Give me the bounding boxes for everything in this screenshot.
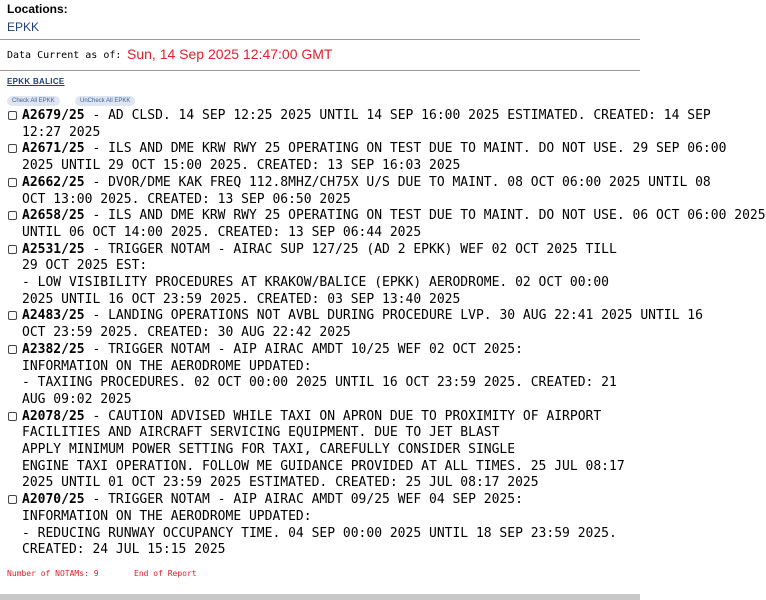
notam-checkbox[interactable] — [8, 345, 17, 354]
notam-text: 12:27 2025 — [22, 124, 101, 140]
notam-text: - LOW VISIBILITY PROCEDURES AT KRAKOW/BALICE (EPKK) AERODROME. 02 OCT 00:00 — [22, 275, 609, 291]
notam-checkbox[interactable] — [8, 245, 17, 254]
notam-id: A2658/25 — [22, 208, 85, 224]
notam-text: - ILS AND DME KRW RWY 25 OPERATING ON TEST DUE TO MAINT. DO NOT USE. 29 SEP 06:00 — [84, 141, 727, 157]
locations-value: EPKK — [7, 20, 40, 34]
notam-text: - TRIGGER NOTAM - AIP AIRAC AMDT 09/25 WEF 04 SEP 2025: — [84, 492, 523, 508]
notam-text-line — [22, 308, 703, 325]
notam-text: - DVOR/DME KAK FREQ 112.8MHZ/CH75X U/S DUE TO MAINT. 08 OCT 06:00 2025 UNTIL 08 — [84, 174, 711, 190]
end-of-report: End of Report — [134, 569, 197, 578]
notam-text-line — [22, 475, 640, 492]
locations-label: Locations: — [7, 2, 68, 16]
notam-text-line — [22, 225, 640, 242]
notam-text-line — [22, 108, 711, 125]
notam-text: ENGINE TAXI OPERATION. FOLLOW ME GUIDANCE PROVIDED AT ALL TIMES. 25 JUL 08:17 — [22, 458, 625, 474]
notam-list — [7, 108, 766, 559]
notam-item — [7, 141, 727, 174]
notam-item — [7, 208, 766, 241]
notam-text-line — [22, 409, 640, 426]
notam-text-line — [22, 242, 640, 259]
notam-checkbox[interactable] — [8, 495, 17, 504]
check-all-button[interactable]: Check All EPKK — [7, 96, 60, 106]
notam-text: 2025 UNTIL 01 OCT 23:59 2025 ESTIMATED. CREATED: 25 JUL 08:17 2025 — [22, 475, 539, 491]
notam-text-line — [22, 325, 640, 342]
notam-text-line — [22, 258, 640, 275]
notam-text: 2025 UNTIL 29 OCT 15:00 2025. CREATED: 13 SEP 16:03 2025 — [22, 158, 461, 174]
notam-checkbox[interactable] — [8, 412, 17, 421]
notam-text: CREATED: 24 JUL 15:15 2025 — [22, 542, 226, 558]
notam-item — [7, 108, 711, 141]
notam-text-line — [22, 425, 640, 442]
notam-item — [7, 308, 703, 341]
notam-checkbox[interactable] — [8, 211, 17, 220]
notam-text: 2025 UNTIL 16 OCT 23:59 2025. CREATED: 03 SEP 13:40 2025 — [22, 291, 461, 307]
uncheck-all-button[interactable]: UnCheck All EPKK — [75, 96, 135, 106]
notam-text: 29 OCT 2025 EST: — [22, 258, 148, 274]
notam-text-line — [22, 442, 640, 459]
notam-text-line — [22, 174, 711, 192]
notam-text: - TAXIING PROCEDURES. 02 OCT 00:00 2025 UNTIL 16 OCT 23:59 2025. CREATED: 21 — [22, 375, 617, 391]
notam-text: - TRIGGER NOTAM - AIRAC SUP 127/25 (AD 2 EPKK) WEF 02 OCT 2025 TILL — [84, 241, 617, 257]
notam-item — [7, 492, 640, 559]
notam-id: A2662/25 — [22, 174, 85, 190]
notam-text: - TRIGGER NOTAM - AIP AIRAC AMDT 10/25 WEF 02 OCT 2025: — [84, 341, 523, 357]
notam-id: A2483/25 — [22, 308, 85, 324]
notam-text: UNTIL 06 OCT 14:00 2025. CREATED: 13 SEP 06:44 2025 — [22, 224, 422, 240]
notam-text: INFORMATION ON THE AERODROME UPDATED: — [22, 508, 312, 524]
notam-text: OCT 13:00 2025. CREATED: 13 SEP 06:50 2025 — [22, 191, 351, 207]
notam-id: A2382/25 — [22, 341, 85, 357]
notam-text-line — [22, 542, 640, 559]
notam-text: INFORMATION ON THE AERODROME UPDATED: — [22, 358, 312, 374]
notam-id: A2078/25 — [22, 408, 85, 424]
notam-text: AUG 09:02 2025 — [22, 391, 132, 407]
notam-text: - CAUTION ADVISED WHILE TAXI ON APRON DUE TO PROXIMITY OF AIRPORT — [84, 408, 602, 424]
notam-item — [7, 342, 640, 409]
notam-text: - AD CLSD. 14 SEP 12:25 2025 UNTIL 14 SEP 16:00 2025 ESTIMATED. CREATED: 14 SEP — [84, 108, 711, 123]
notam-text-line — [22, 141, 727, 158]
area-title-link[interactable]: EPKK BALICE — [7, 77, 65, 86]
notam-item — [7, 409, 640, 493]
notam-text-line — [22, 275, 640, 292]
notam-id: A2070/25 — [22, 492, 85, 508]
notam-text-line — [22, 208, 766, 225]
divider — [0, 39, 640, 40]
notam-text: OCT 23:59 2025. CREATED: 30 AUG 22:42 2025 — [22, 325, 351, 341]
data-current-value: Sun, 14 Sep 2025 12:47:00 GMT — [127, 46, 333, 62]
data-current-label: Data Current as of: — [7, 50, 122, 61]
notam-id: A2671/25 — [22, 141, 85, 157]
notam-item — [7, 174, 711, 208]
notam-text-line — [22, 342, 640, 359]
bottom-scroll-bar[interactable] — [0, 594, 640, 600]
notam-checkbox[interactable] — [8, 178, 17, 187]
notam-text-line — [22, 375, 640, 392]
notam-text-line — [22, 125, 640, 142]
notam-text-line — [22, 392, 640, 409]
notam-item — [7, 242, 640, 309]
notam-text-line — [22, 292, 640, 309]
notam-text: FACILITIES AND AIRCRAFT SERVICING EQUIPMENT. DUE TO JET BLAST — [22, 425, 500, 441]
notam-text-line — [22, 509, 640, 526]
notam-text-line — [22, 359, 640, 376]
notam-count: Number of NOTAMs: 9 — [7, 569, 99, 578]
notam-text: - ILS AND DME KRW RWY 25 OPERATING ON TEST DUE TO MAINT. DO NOT USE. 06 OCT 06:00 2025 — [84, 208, 766, 224]
notam-text-line — [22, 526, 640, 543]
notam-text: APPLY MINIMUM POWER SETTING FOR TAXI, CAREFULLY CONSIDER SINGLE — [22, 442, 516, 458]
notam-text-line — [22, 492, 640, 509]
notam-text: - REDUCING RUNWAY OCCUPANCY TIME. 04 SEP 00:00 2025 UNTIL 18 SEP 23:59 2025. — [22, 525, 617, 541]
notam-text: - LANDING OPERATIONS NOT AVBL DURING PROCEDURE LVP. 30 AUG 22:41 2025 UNTIL 16 — [84, 308, 703, 324]
notam-checkbox[interactable] — [8, 111, 17, 120]
notam-id: A2531/25 — [22, 241, 85, 257]
notam-text-line — [22, 158, 640, 175]
divider — [0, 70, 640, 71]
notam-checkbox[interactable] — [8, 144, 17, 153]
notam-checkbox[interactable] — [8, 311, 17, 320]
notam-text-line — [22, 192, 640, 209]
notam-text-line — [22, 459, 640, 476]
notam-id: A2679/25 — [22, 108, 85, 123]
